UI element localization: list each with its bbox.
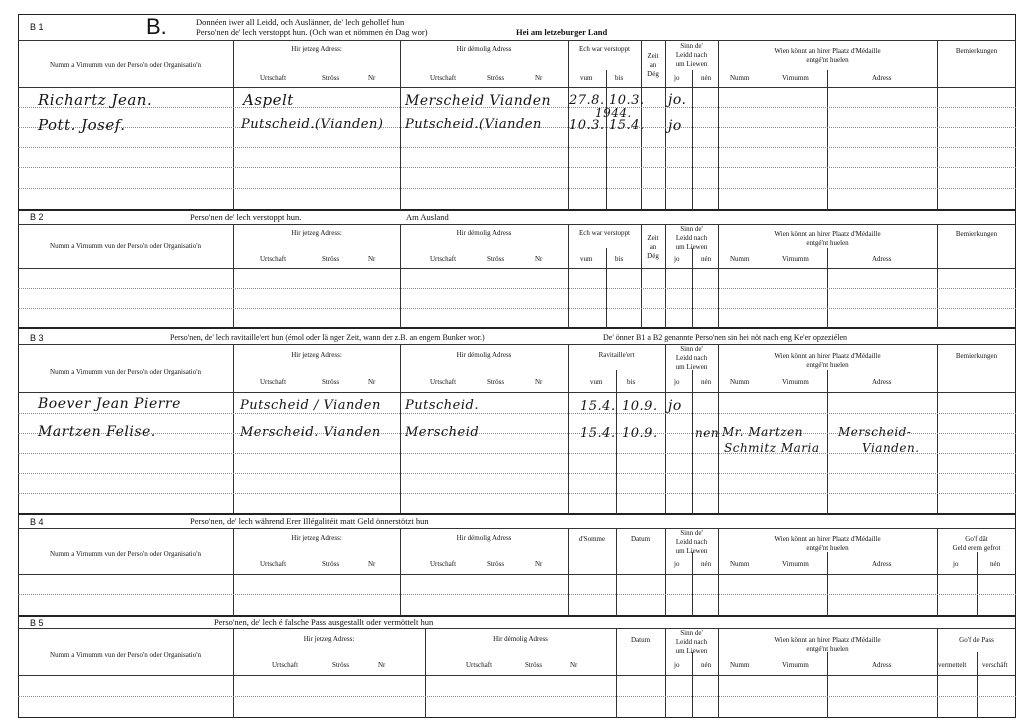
- b3-row1-current-place: Putscheid / Vianden: [240, 398, 381, 413]
- sum-header: d'Somme: [578, 535, 606, 543]
- street-header: Ströss: [322, 378, 340, 386]
- address-header: Adress: [872, 255, 892, 263]
- section-b1-title-line2: Perso'nen de' lech verstoppt hun. (Och wan et nömmen én Dag wor): [196, 27, 428, 37]
- place-header: Urtschaft: [430, 255, 457, 263]
- suffering-header-2: Leidd nach: [675, 354, 708, 362]
- b3-row2-medal-addr2: Vianden.: [862, 441, 920, 455]
- nr-header: Nr: [368, 560, 376, 568]
- suffering-header-2: Leidd nach: [675, 234, 708, 242]
- suffering-header: Sinn de': [680, 345, 703, 353]
- b3-row2-from: 15.4.: [580, 426, 616, 441]
- place-header: Urtschaft: [430, 378, 457, 386]
- street-header: Ströss: [487, 560, 505, 568]
- section-b2-id: B 2: [30, 212, 44, 222]
- yes-header: jo: [674, 661, 680, 669]
- place-header: Urtschaft: [466, 661, 493, 669]
- b1-row1-from: 27.8.: [569, 93, 605, 108]
- suffering-header: Sinn de': [680, 42, 703, 50]
- section-b3-title-right: De' önner B1 a B2 genannte Perso'nen sin hei nöt nach eng Ke'er opzeziélen: [603, 333, 848, 342]
- firstname-header: Virnumm: [782, 661, 809, 669]
- b3-row2-medal-addr1: Merscheid-: [838, 425, 912, 439]
- nr-header: Nr: [378, 661, 386, 669]
- date-header: Datum: [630, 636, 651, 644]
- suffering-header-2: Leidd nach: [675, 538, 708, 546]
- yes-header: jo: [953, 560, 959, 568]
- b1-row2-name: Pott. Josef.: [38, 116, 126, 134]
- street-header: Ströss: [322, 74, 340, 82]
- b1-row1-current-place: Aspelt: [243, 91, 294, 109]
- address-header: Adress: [872, 560, 892, 568]
- suffering-header-3: um Liewen: [675, 363, 708, 371]
- b1-row1-to: 10.3.: [609, 93, 645, 108]
- suffering-header-3: um Liewen: [675, 243, 708, 251]
- section-b3-title: Perso'nen, de' lech ravitaille'ert hun (émol oder lä nger Zeit, wann der z.B. an engem Bunker wor.): [170, 333, 485, 342]
- remarks-header: Bemierkungen: [955, 47, 998, 55]
- current-address-header: Hir jetzeg Adress:: [291, 45, 342, 53]
- street-header: Ströss: [487, 378, 505, 386]
- time-header-2: an: [649, 243, 657, 251]
- form-letter: B.: [146, 14, 167, 39]
- nr-header: Nr: [570, 661, 578, 669]
- suffering-header: Sinn de': [680, 529, 703, 537]
- medal-header: Wien könnt an hirer Plaatz d'Médaille: [774, 636, 881, 644]
- gave-money-header: Go'f dât: [965, 535, 988, 543]
- suffering-header: Sinn de': [680, 225, 703, 233]
- section-b5: [18, 616, 1016, 718]
- current-address-header: Hir jetzeg Adress:: [303, 635, 355, 643]
- b3-row1-name: Boever Jean Pierre: [38, 396, 181, 412]
- place-header: Urtschaft: [430, 74, 457, 82]
- section-b4-title: Perso'nen, de' lech während Erer Illégalitéit matt Geld önnerstötzt hun: [190, 516, 429, 526]
- nr-header: Nr: [368, 74, 376, 82]
- b1-row2-to: 15.4.: [609, 118, 645, 133]
- remarks-header: Bemierkungen: [955, 352, 998, 360]
- section-b1-id: B 1: [30, 22, 44, 32]
- section-b2-title-right: Am Ausland: [406, 212, 449, 222]
- former-address-header: Hir démolig Adress: [493, 635, 548, 643]
- section-b2-title-left: Perso'nen de' lech verstoppt hun.: [190, 212, 302, 222]
- no-header: nén: [701, 255, 712, 263]
- nr-header: Nr: [368, 255, 376, 263]
- no-header: nén: [990, 560, 1001, 568]
- section-b2: [18, 210, 1016, 328]
- street-header: Ströss: [525, 661, 543, 669]
- suffering-header-3: um Liewen: [675, 647, 708, 655]
- street-header: Ströss: [332, 661, 350, 669]
- b3-row1-former: Putscheid.: [405, 398, 479, 413]
- no-header: nén: [701, 661, 712, 669]
- firstname-header: Virnumm: [782, 74, 809, 82]
- yes-header: jo: [674, 560, 680, 568]
- section-b3-id: B 3: [30, 333, 44, 343]
- current-address-header: Hir jetzeg Adress:: [291, 229, 342, 237]
- yes-header: jo: [674, 255, 680, 263]
- former-address-header: Hir démolig Adress: [456, 534, 512, 542]
- street-header: Ströss: [487, 74, 505, 82]
- person-column-header: Numm a Virnumm vun der Perso'n oder Organisatio'n: [50, 550, 201, 558]
- current-address-header: Hir jetzeg Adress:: [291, 351, 342, 359]
- section-b4: [18, 514, 1016, 616]
- street-header: Ströss: [322, 255, 340, 263]
- yes-header: jo: [674, 74, 680, 82]
- b1-row1-former: Merscheid Vianden: [405, 93, 551, 109]
- medal-header: Wien könnt an hirer Plaatz d'Médaille: [774, 47, 881, 55]
- from-header: vum: [580, 255, 593, 263]
- street-header: Ströss: [322, 560, 340, 568]
- person-column-header: Numm a Virnumm vun der Perso'n oder Organisatio'n: [50, 61, 201, 69]
- issued-header: vermettelt: [938, 661, 967, 669]
- name-header: Numm: [730, 560, 750, 568]
- time-header-3: Dég: [647, 70, 659, 78]
- section-b1-title-line1: Donnéen iwer all Leidd, och Auslänner, de' lech gehollef hun: [196, 17, 405, 27]
- time-header: Zeit: [647, 234, 659, 242]
- medal-header-2: entgé'nt huelen: [806, 544, 849, 552]
- address-header: Adress: [872, 378, 892, 386]
- b3-row2-name: Martzen Felise.: [38, 424, 156, 440]
- provisioned-header: Ravitaille'ert: [598, 351, 635, 359]
- street-header: Ströss: [487, 255, 505, 263]
- section-b5-id: B 5: [30, 618, 44, 628]
- b1-row1-yes: jo.: [668, 92, 687, 108]
- nr-header: Nr: [535, 560, 543, 568]
- medal-header-2: entgé'nt huelen: [806, 56, 849, 64]
- name-header: Numm: [730, 255, 750, 263]
- medal-header: Wien könnt an hirer Plaatz d'Médaille: [774, 230, 881, 238]
- b3-row1-to: 10.9.: [622, 399, 658, 414]
- b3-row2-current-place: Merscheid. Vianden: [240, 425, 381, 440]
- to-header: bis: [627, 378, 636, 386]
- place-header: Urtschaft: [430, 560, 457, 568]
- date-header: Datum: [630, 535, 651, 543]
- person-column-header: Numm a Virnumm vun der Perso'n oder Organisatio'n: [50, 242, 201, 250]
- firstname-header: Virnumm: [782, 255, 809, 263]
- no-header: nén: [701, 74, 712, 82]
- b3-row2-medal-name1: Mr. Martzen: [722, 425, 803, 439]
- address-header: Adress: [872, 74, 892, 82]
- remarks-header: Bemierkungen: [955, 230, 998, 238]
- former-address-header: Hir démolig Adress: [456, 45, 512, 53]
- medal-header-2: entgé'nt huelen: [806, 361, 849, 369]
- b3-row2-former: Merscheid: [405, 425, 480, 440]
- medal-header: Wien könnt an hirer Plaatz d'Médaille: [774, 352, 881, 360]
- nr-header: Nr: [368, 378, 376, 386]
- nr-header: Nr: [535, 255, 543, 263]
- section-b5-title: Perso'nen, de' lech é falsche Pass ausgestallt oder vermöttelt hun: [214, 617, 434, 627]
- procured-header: verschäft: [982, 661, 1008, 669]
- section-b1: [18, 14, 1016, 210]
- time-header: Zeit: [647, 52, 659, 60]
- medal-header-2: entgé'nt huelen: [806, 239, 849, 247]
- suffering-header: Sinn de': [680, 629, 703, 637]
- suffering-header-2: Leidd nach: [675, 51, 708, 59]
- address-header: Adress: [872, 661, 892, 669]
- place-header: Urtschaft: [260, 74, 287, 82]
- from-header: vum: [590, 378, 603, 386]
- name-header: Numm: [730, 74, 750, 82]
- place-header: Urtschaft: [260, 378, 287, 386]
- b1-row2-former: Putscheid.(Vianden: [405, 117, 542, 132]
- suffering-header-3: um Liewen: [675, 60, 708, 68]
- suffering-header-3: um Liewen: [675, 547, 708, 555]
- b3-row1-yes: jo: [668, 398, 682, 414]
- firstname-header: Virnumm: [782, 560, 809, 568]
- b1-row2-yes: jo: [668, 118, 682, 134]
- time-header-3: Dég: [647, 252, 659, 260]
- current-address-header: Hir jetzeg Adress:: [291, 534, 342, 542]
- b3-row2-medal-name2: Schmitz Maria: [724, 441, 820, 455]
- time-header-2: an: [649, 61, 657, 69]
- medal-header: Wien könnt an hirer Plaatz d'Médaille: [774, 535, 881, 543]
- b3-row2-to: 10.9.: [622, 426, 658, 441]
- person-column-header: Numm a Virnumm vun der Perso'n oder Organisatio'n: [50, 368, 201, 376]
- firstname-header: Virnumm: [782, 378, 809, 386]
- b3-row1-from: 15.4.: [580, 399, 616, 414]
- to-header: bis: [615, 74, 624, 82]
- nr-header: Nr: [535, 378, 543, 386]
- hidden-header: Ech war verstoppt: [579, 229, 630, 237]
- name-header: Numm: [730, 378, 750, 386]
- suffering-header-2: Leidd nach: [675, 638, 708, 646]
- person-column-header: Numm a Virnumm vun der Perso'n oder Organisatio'n: [50, 651, 201, 659]
- no-header: nén: [701, 560, 712, 568]
- former-address-header: Hir démolig Adress: [456, 351, 512, 359]
- b1-row2-from: 10.3.: [569, 118, 605, 133]
- section-b4-id: B 4: [30, 517, 44, 527]
- medal-header-2: entgé'nt huelen: [806, 645, 849, 653]
- nr-header: Nr: [535, 74, 543, 82]
- from-header: vum: [580, 74, 593, 82]
- former-address-header: Hir démolig Adress: [456, 229, 512, 237]
- b3-row2-no: nen: [695, 426, 720, 440]
- place-header: Urtschaft: [260, 560, 287, 568]
- place-header: Urtschaft: [260, 255, 287, 263]
- name-header: Numm: [730, 661, 750, 669]
- to-header: bis: [615, 255, 624, 263]
- gave-money-header-2: Geld erem gefrot: [952, 544, 1001, 552]
- b1-row1-year: 1944.: [595, 106, 632, 120]
- b1-row2-current-place: Putscheid.(Vianden): [241, 117, 384, 132]
- hidden-header: Ech war verstoppt: [579, 45, 630, 53]
- no-header: nén: [701, 378, 712, 386]
- yes-header: jo: [674, 378, 680, 386]
- place-header: Urtschaft: [272, 661, 299, 669]
- section-b1-title-right: Hei am letzeburger Land: [516, 27, 608, 37]
- gave-pass-header: Go'f de Pass: [959, 636, 994, 644]
- b1-row1-name: Richartz Jean.: [38, 91, 153, 109]
